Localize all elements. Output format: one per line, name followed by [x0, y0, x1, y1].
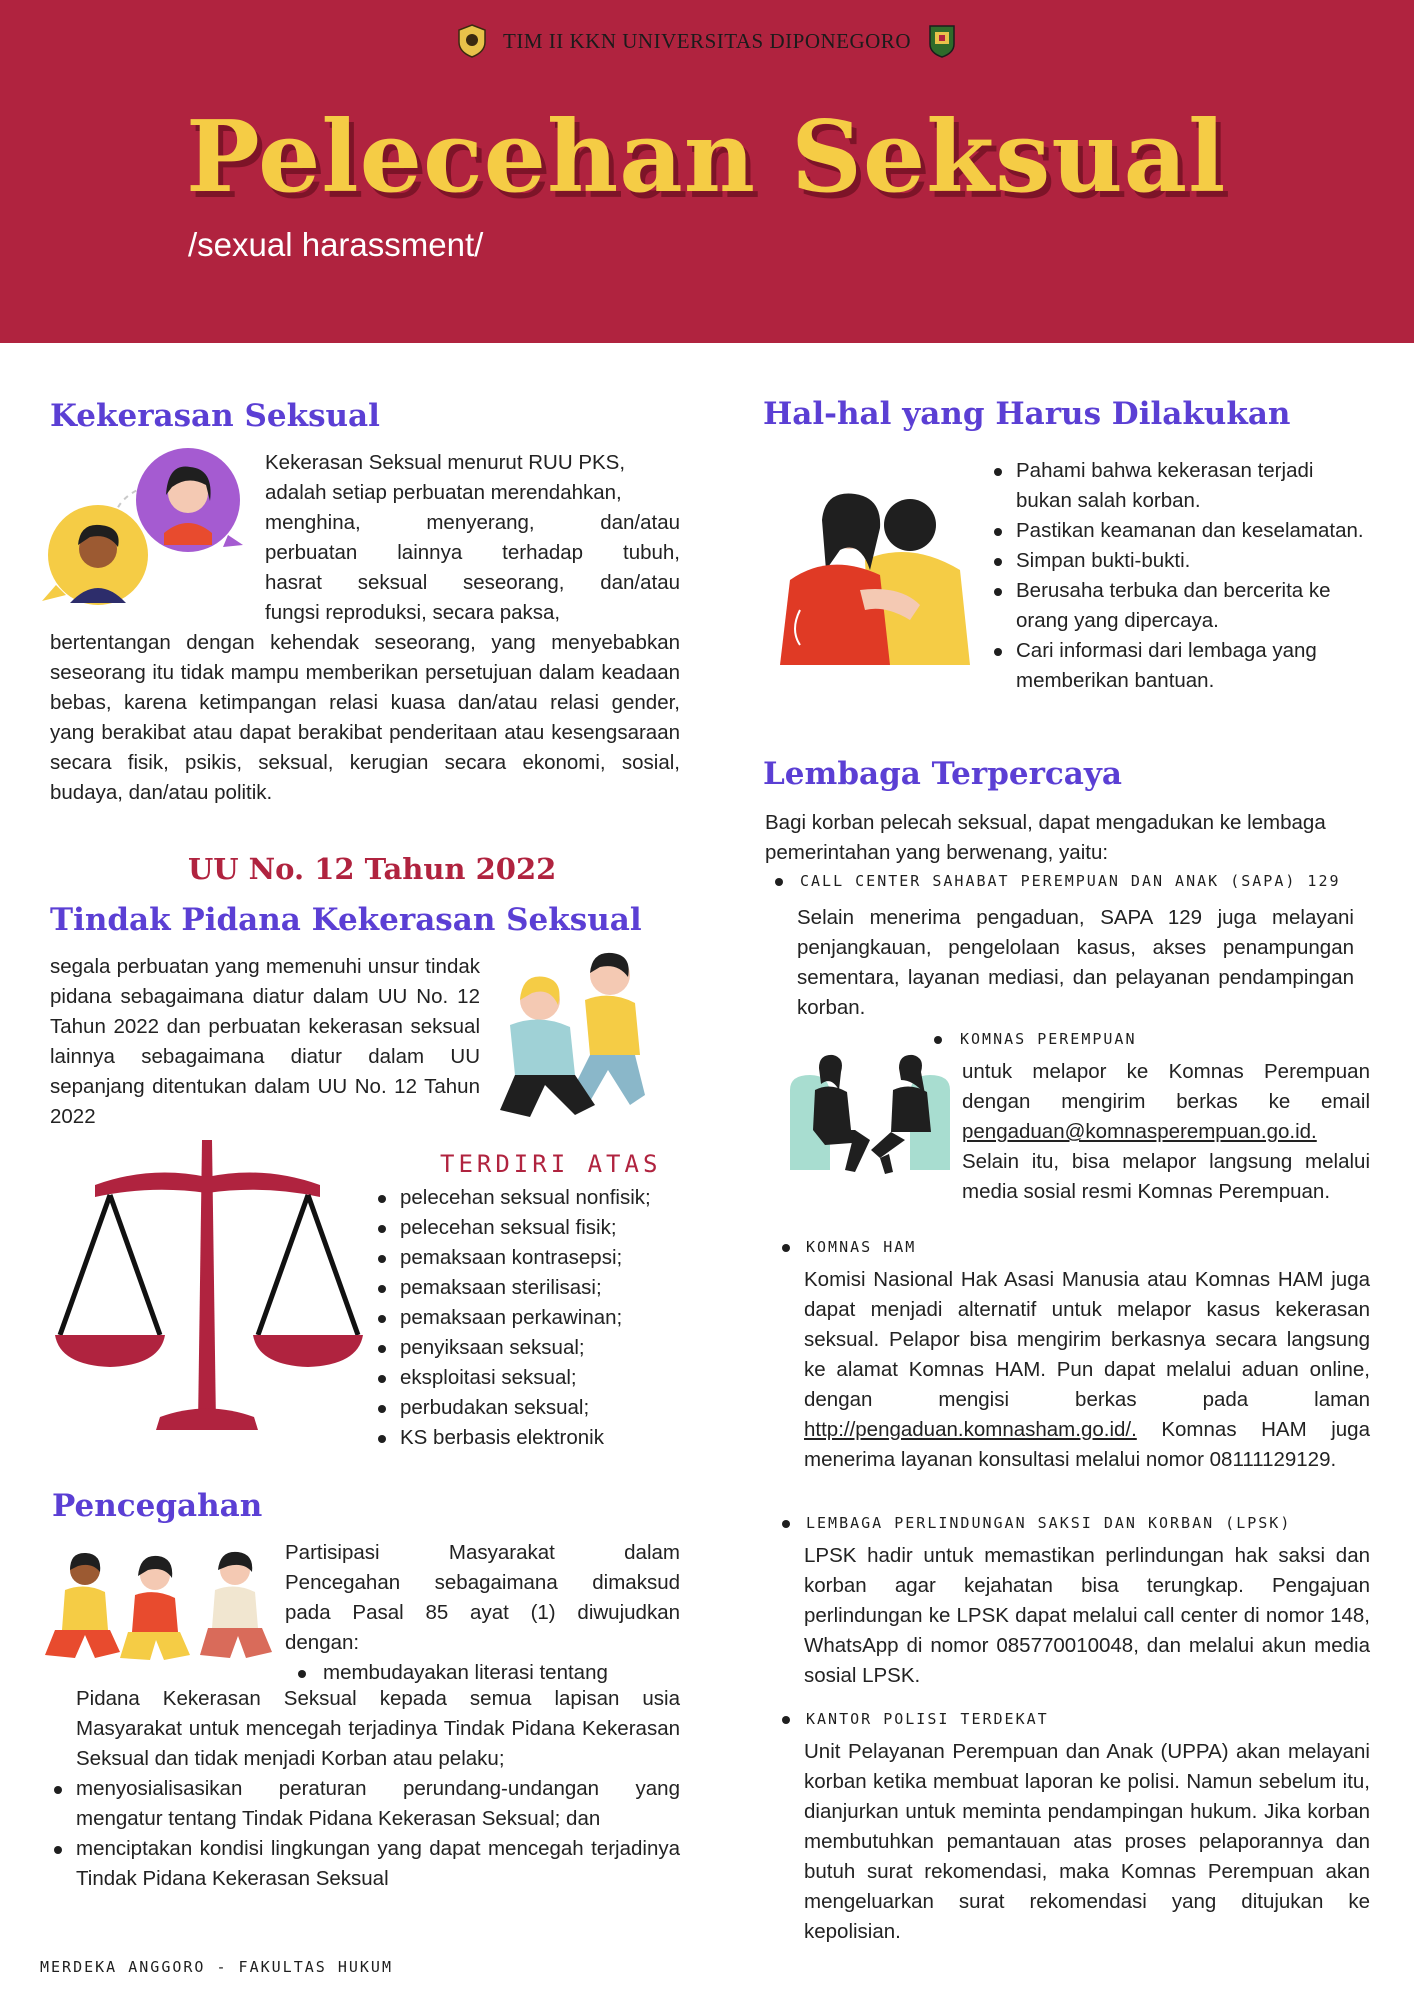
- komnas-ham-body: [804, 1265, 1370, 1475]
- list-item: pemaksaan perkawinan;: [374, 1303, 694, 1333]
- kekerasan-intro-line: Kekerasan Seksual menurut RUU PKS,: [265, 451, 626, 474]
- komnas-perempuan-label: KOMNAS PEREMPUAN: [960, 1030, 1137, 1048]
- polisi-body: Unit Pelayanan Perempuan dan Anak (UPPA) akan melayani korban ketika membuat laporan ke polisi. Namun sebelum itu, dianjurkan untuk meminta pendampingan hukum. Jika korban membutuhkan pemantauan atas proses pelaporannya dan butuh surat rekomendasi, maka Komnas Perempuan akan mengeluarkan surat rekomendasi yang ditujukan ke kepolisian.: [804, 1740, 1370, 1943]
- list-item: Pahami bahwa kekerasan terjadi bukan salah korban.: [990, 456, 1370, 516]
- kekerasan-intro-line: fungsi reproduksi, secara paksa,: [265, 601, 561, 624]
- list-item: perbudakan seksual;: [374, 1393, 694, 1423]
- footer-author: MERDEKA ANGGORO - FAKULTAS HUKUM: [40, 1958, 393, 1976]
- bullet-dot: [298, 1670, 306, 1678]
- header-banner: [0, 0, 1414, 343]
- komnas-perempuan-text: untuk melapor ke Komnas Perempuan dengan mengirim berkas ke email: [962, 1060, 1370, 1113]
- harus-list: [990, 456, 1370, 696]
- list-item: Berusaha terbuka dan bercerita ke orang yang dipercaya.: [990, 576, 1370, 636]
- sitting-people-illustration: [40, 1540, 280, 1670]
- page-subtitle: /sexual harassment/: [188, 226, 484, 263]
- bullet-dot: [782, 1244, 790, 1252]
- komnas-perempuan-text-post: Selain itu, bisa melapor langsung melalui media sosial resmi Komnas Perempuan.: [962, 1150, 1370, 1203]
- lpsk-label: LEMBAGA PERLINDUNGAN SAKSI DAN KORBAN (LPSK): [806, 1514, 1292, 1532]
- kekerasan-intro-line: adalah setiap perbuatan merendahkan,: [265, 481, 622, 504]
- lpsk-body: LPSK hadir untuk memastikan perlindungan hak saksi dan korban agar kejahatan bisa terungkap. Pengajuan perlindungan ke LPSK dapat melalui call center di nomor 148, WhatsApp di nomor 085770010048, dan melalui akun media sosial LPSK.: [804, 1544, 1370, 1687]
- komnas-ham-label: KOMNAS HAM: [806, 1238, 917, 1256]
- lembaga-heading: Lembaga Terpercaya: [763, 756, 1122, 792]
- list-item: Pastikan keamanan dan keselamatan.: [990, 516, 1370, 546]
- list-item: pemaksaan sterilisasi;: [374, 1273, 694, 1303]
- chat-people-illustration: [38, 445, 253, 615]
- hugging-people-illustration: [770, 480, 980, 670]
- sapa-label: CALL CENTER SAHABAT PEREMPUAN DAN ANAK (SAPA) 129: [800, 872, 1341, 890]
- list-item: pelecehan seksual nonfisik;: [374, 1183, 694, 1213]
- komnas-perempuan-email-link[interactable]: pengaduan@komnasperempuan.go.id.: [962, 1120, 1317, 1143]
- lembaga-intro: Bagi korban pelecah seksual, dapat mengadukan ke lembaga pemerintahan yang berwenang, yaitu:: [765, 811, 1326, 864]
- komnas-ham-text: Komisi Nasional Hak Asasi Manusia atau Komnas HAM juga dapat menjadi alternatif untuk melapor kasus kekerasan seksual. Pelapor bisa mengirim berkasnya secara langsung ke alamat Komnas HAM. Pun dapat melalui aduan online, dengan mengisi berkas pada laman: [804, 1268, 1370, 1411]
- list-item: eksploitasi seksual;: [374, 1363, 694, 1393]
- pencegahan-intro: [285, 1538, 680, 1658]
- scales-of-justice-icon: [50, 1135, 370, 1445]
- sapa-body: Selain menerima pengaduan, SAPA 129 juga melayani penjangkauan, pengelolaan kasus, akses penampungan sementara, layanan mediasi, dan pelayanan pendampingan korban.: [797, 906, 1354, 1019]
- list-item: menciptakan kondisi lingkungan yang dapat mencegah terjadinya Tindak Pidana Kekerasan Seksual: [50, 1834, 680, 1894]
- comforting-people-illustration: [490, 945, 660, 1125]
- pencegahan-bullet1-rest: Pidana Kekerasan Seksual kepada semua lapisan usia Masyarakat untuk mencegah terjadinya Tindak Pidana Kekerasan Seksual dan tidak menjadi Korban atau pelaku;: [76, 1687, 680, 1770]
- university-name: TIM II KKN UNIVERSITAS DIPONEGORO: [503, 28, 911, 53]
- pencegahan-bullet1-head: membudayakan literasi tentang: [323, 1661, 608, 1684]
- pencegahan-heading: Pencegahan: [52, 1488, 263, 1524]
- komnas-ham-text-post: Komnas HAM juga menerima layanan konsultasi melalui nomor 08111129129.: [804, 1418, 1370, 1471]
- bullet-dot: [934, 1036, 942, 1044]
- page-title: Pelecehan Seksual: [186, 100, 1227, 215]
- bullet-dot: [782, 1520, 790, 1528]
- pencegahan-intro-line: Pencegahan sebagaimana dimaksud: [285, 1571, 680, 1594]
- tpks-heading: Tindak Pidana Kekerasan Seksual: [50, 902, 642, 938]
- pencegahan-intro-line: dengan:: [285, 1631, 360, 1654]
- undip-emblem-icon: [457, 24, 487, 58]
- uu-law-title: UU No. 12 Tahun 2022: [188, 852, 557, 886]
- kekerasan-heading: Kekerasan Seksual: [50, 398, 380, 434]
- kekerasan-intro-line: perbuatan lainnya terhadap tubuh,: [265, 541, 680, 564]
- pencegahan-list: [50, 1774, 680, 1894]
- kekerasan-intro-line: hasrat seksual seseorang, dan/atau: [265, 571, 680, 594]
- university-line: [0, 24, 1414, 58]
- terdiri-atas-list: [374, 1183, 694, 1453]
- komnas-ham-link[interactable]: http://pengaduan.komnasham.go.id/.: [804, 1418, 1137, 1441]
- harus-heading: Hal-hal yang Harus Dilakukan: [763, 396, 1291, 432]
- kekerasan-intro-line: menghina, menyerang, dan/atau: [265, 511, 680, 534]
- list-item: KS berbasis elektronik: [374, 1423, 694, 1453]
- list-item: penyiksaan seksual;: [374, 1333, 694, 1363]
- kekerasan-body: bertentangan dengan kehendak seseorang, yang menyebabkan seseorang itu tidak mampu memberikan persetujuan dalam keadaan bebas, karena ketimpangan relasi kuasa dan/atau relasi gender, yang berakibat atau dapat berakibat penderitaan atau kesengsaraan secara fisik, psikis, seksual, kerugian secara ekonomi, sosial, budaya, dan/atau politik.: [50, 631, 680, 804]
- bullet-dot: [775, 878, 783, 886]
- pencegahan-intro-line: Partisipasi Masyarakat dalam: [285, 1541, 680, 1564]
- pencegahan-intro-line: pada Pasal 85 ayat (1) diwujudkan: [285, 1601, 680, 1624]
- counseling-illustration: [785, 1050, 955, 1180]
- regency-emblem-icon: [927, 24, 957, 58]
- list-item: menyosialisasikan peraturan perundang-undangan yang mengatur tentang Tindak Pidana Kekerasan Seksual; dan: [50, 1774, 680, 1834]
- bullet-dot: [782, 1716, 790, 1724]
- list-item: pelecehan seksual fisik;: [374, 1213, 694, 1243]
- list-item: Simpan bukti-bukti.: [990, 546, 1370, 576]
- komnas-perempuan-body: [962, 1057, 1370, 1207]
- polisi-label: KANTOR POLISI TERDEKAT: [806, 1710, 1049, 1728]
- list-item: Cari informasi dari lembaga yang memberikan bantuan.: [990, 636, 1370, 696]
- kekerasan-intro: [265, 448, 680, 628]
- list-item: pemaksaan kontrasepsi;: [374, 1243, 694, 1273]
- tpks-body: segala perbuatan yang memenuhi unsur tindak pidana sebagaimana diatur dalam UU No. 12 Tahun 2022 dan perbuatan kekerasan seksual lainnya sebagaimana diatur dalam UU sepanjang ditentukan dalam UU No. 12 Tahun 2022: [50, 955, 480, 1128]
- terdiri-atas-label: TERDIRI ATAS: [440, 1150, 662, 1178]
